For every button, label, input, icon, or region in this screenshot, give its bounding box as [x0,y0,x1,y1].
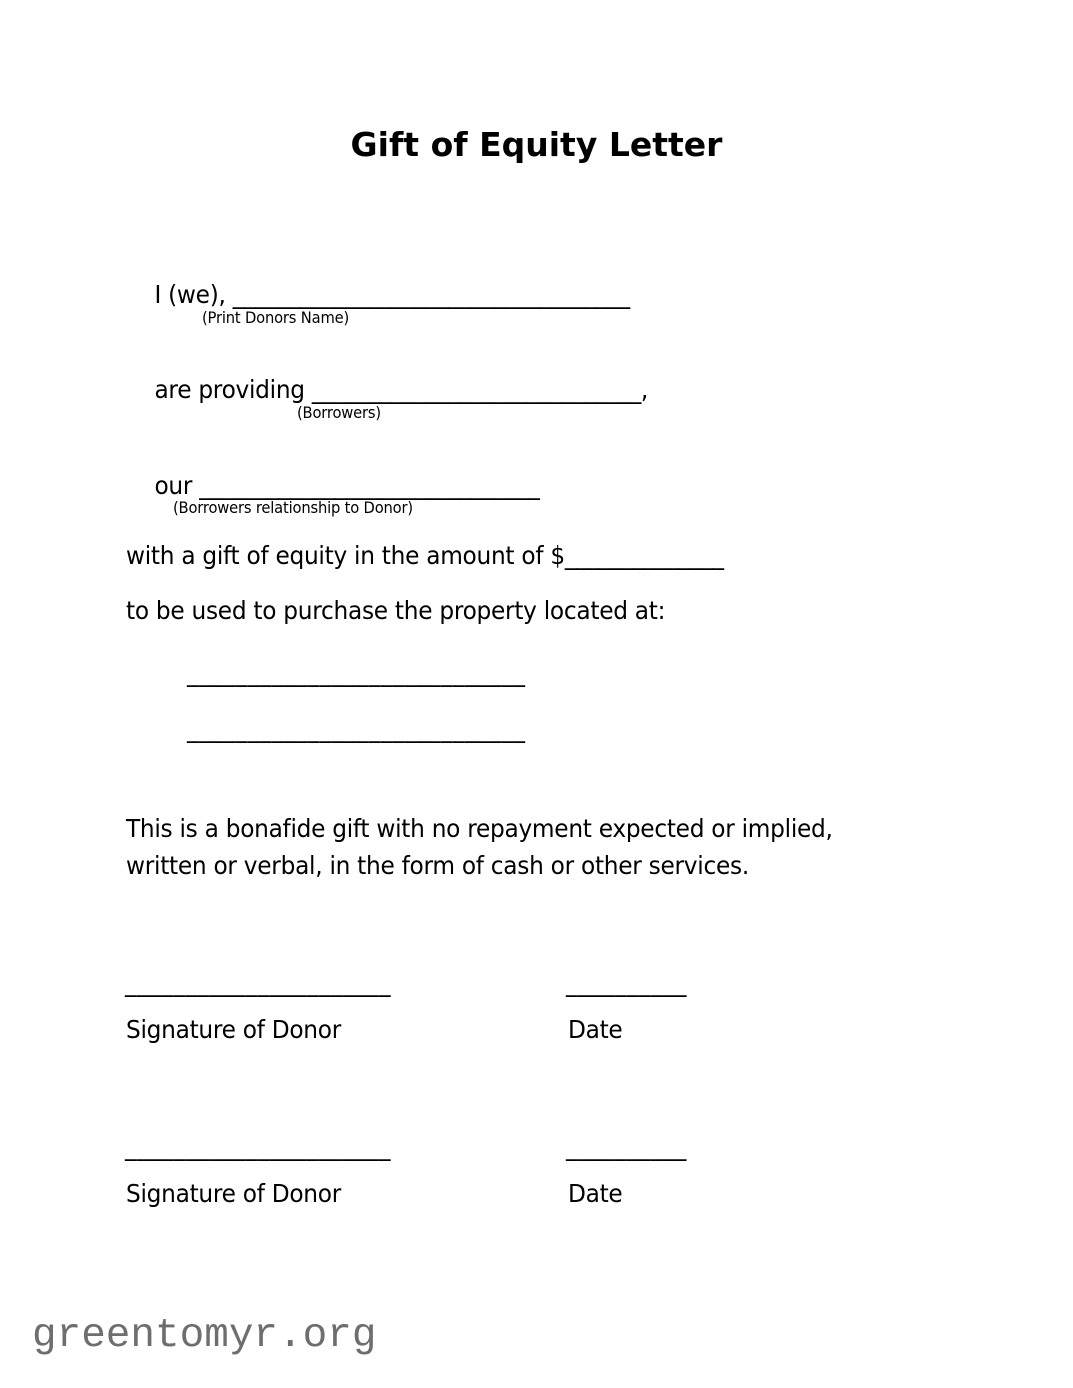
address-blank-1[interactable]: ____________________________ [187,658,526,687]
gift-amount-line[interactable]: with a gift of equity in the amount of $______________ [126,541,724,570]
gift-statement-line-1: This is a bonafide gift with no repayment expected or implied, [126,814,833,843]
gift-statement-line-2: written or verbal, in the form of cash or other services. [126,851,749,880]
signature-label-2: Signature of Donor [126,1179,341,1208]
date-blank-1[interactable]: __________ [566,968,687,997]
borrowers-blank[interactable]: _____________________________, [311,375,649,404]
borrowers-line [126,352,648,427]
donor-name-blank[interactable]: ___________________________________ [232,280,630,309]
relationship-prefix: our [154,471,200,500]
watermark: greentomyr.org [32,1313,377,1359]
signature-blank-2[interactable]: ______________________ [125,1132,391,1161]
date-blank-2[interactable]: __________ [566,1132,687,1161]
date-label-1: Date [568,1015,623,1044]
donor-prefix: I (we), [154,280,233,309]
relationship-caption: (Borrowers relationship to Donor) [173,498,413,517]
property-line: to be used to purchase the property located at: [126,596,666,625]
donor-name-caption: (Print Donors Name) [202,308,350,327]
signature-blank-1[interactable]: ______________________ [125,968,391,997]
borrowers-caption: (Borrowers) [297,403,381,422]
date-label-2: Date [568,1179,623,1208]
signature-label-1: Signature of Donor [126,1015,341,1044]
borrowers-prefix: are providing [154,375,312,404]
address-blank-2[interactable]: ____________________________ [187,714,526,743]
document-title: Gift of Equity Letter [350,125,723,164]
relationship-blank[interactable]: ______________________________ [199,471,540,500]
